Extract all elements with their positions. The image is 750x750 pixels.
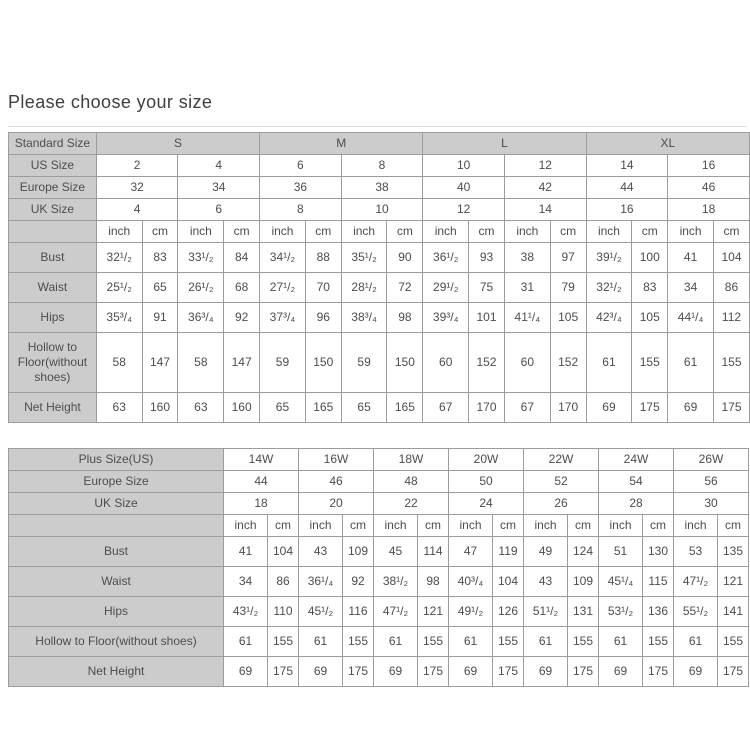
value-cell: 69 [599, 657, 643, 687]
size-row [9, 449, 749, 471]
unit-cell-cm: cm [718, 515, 749, 537]
row-label: UK Size [9, 199, 97, 221]
value-cell: 69 [224, 657, 268, 687]
unit-cell-cm: cm [632, 221, 668, 243]
value-cell: 104 [493, 567, 524, 597]
measure-row [9, 243, 750, 273]
value-cell: 69 [586, 393, 632, 423]
value-cell: 90 [387, 243, 423, 273]
value-cell: 61 [299, 627, 343, 657]
value-cell: 60 [423, 333, 469, 393]
size-cell: 22W [524, 449, 599, 471]
unit-cell-inch: inch [674, 515, 718, 537]
value-cell: 109 [343, 537, 374, 567]
row-label: Bust [9, 243, 97, 273]
value-cell: 53 [674, 537, 718, 567]
value-cell: 115 [643, 567, 674, 597]
value-cell: 51¹/₂ [524, 597, 568, 627]
value-cell: 61 [586, 333, 632, 393]
size-cell: 46 [668, 177, 750, 199]
row-label: Plus Size(US) [9, 449, 224, 471]
value-cell: 61 [374, 627, 418, 657]
size-row [9, 471, 749, 493]
value-cell: 86 [713, 273, 749, 303]
value-cell: 121 [418, 597, 449, 627]
size-cell: 12 [504, 155, 586, 177]
size-cell: 42 [504, 177, 586, 199]
row-label: US Size [9, 155, 97, 177]
value-cell: 42³/₄ [586, 303, 632, 333]
value-cell: 155 [493, 627, 524, 657]
value-cell: 155 [643, 627, 674, 657]
value-cell: 155 [343, 627, 374, 657]
value-cell: 92 [343, 567, 374, 597]
unit-row [9, 515, 749, 537]
unit-cell-inch: inch [374, 515, 418, 537]
measure-row [9, 537, 749, 567]
size-cell: L [423, 133, 586, 155]
measure-row [9, 333, 750, 393]
row-label: Bust [9, 537, 224, 567]
value-cell: 175 [493, 657, 524, 687]
value-cell: 70 [305, 273, 341, 303]
value-cell: 69 [524, 657, 568, 687]
value-cell: 72 [387, 273, 423, 303]
size-cell: 18 [668, 199, 750, 221]
value-cell: 98 [387, 303, 423, 333]
size-cell: 20 [299, 493, 374, 515]
size-cell: 18W [374, 449, 449, 471]
value-cell: 147 [142, 333, 178, 393]
value-cell: 34¹/₂ [260, 243, 306, 273]
unit-row-label [9, 515, 224, 537]
value-cell: 86 [268, 567, 299, 597]
value-cell: 155 [418, 627, 449, 657]
value-cell: 59 [341, 333, 387, 393]
value-cell: 61 [599, 627, 643, 657]
value-cell: 25¹/₂ [96, 273, 142, 303]
row-label: Europe Size [9, 471, 224, 493]
unit-cell-cm: cm [268, 515, 299, 537]
divider [8, 126, 746, 127]
value-cell: 63 [178, 393, 224, 423]
unit-cell-inch: inch [504, 221, 550, 243]
row-label: Hollow to Floor(without shoes) [9, 333, 97, 393]
value-cell: 31 [504, 273, 550, 303]
value-cell: 155 [568, 627, 599, 657]
value-cell: 93 [469, 243, 505, 273]
row-label: Hips [9, 303, 97, 333]
value-cell: 32¹/₂ [96, 243, 142, 273]
value-cell: 34 [224, 567, 268, 597]
size-cell: 34 [178, 177, 260, 199]
size-cell: M [260, 133, 423, 155]
size-cell: 12 [423, 199, 505, 221]
size-row [9, 155, 750, 177]
value-cell: 175 [268, 657, 299, 687]
row-label: Waist [9, 273, 97, 303]
value-cell: 33¹/₂ [178, 243, 224, 273]
value-cell: 61 [674, 627, 718, 657]
size-cell: XL [586, 133, 749, 155]
size-cell: 14W [224, 449, 299, 471]
unit-cell-inch: inch [586, 221, 632, 243]
value-cell: 160 [224, 393, 260, 423]
value-cell: 109 [568, 567, 599, 597]
size-cell: 54 [599, 471, 674, 493]
value-cell: 27¹/₂ [260, 273, 306, 303]
value-cell: 43 [524, 567, 568, 597]
size-cell: 14 [504, 199, 586, 221]
value-cell: 41 [668, 243, 714, 273]
size-cell: 44 [224, 471, 299, 493]
row-label: Net Height [9, 393, 97, 423]
value-cell: 38³/₄ [341, 303, 387, 333]
value-cell: 100 [632, 243, 668, 273]
value-cell: 147 [224, 333, 260, 393]
value-cell: 114 [418, 537, 449, 567]
value-cell: 63 [96, 393, 142, 423]
value-cell: 34 [668, 273, 714, 303]
value-cell: 43 [299, 537, 343, 567]
value-cell: 69 [668, 393, 714, 423]
size-cell: 48 [374, 471, 449, 493]
value-cell: 37³/₄ [260, 303, 306, 333]
value-cell: 51 [599, 537, 643, 567]
size-cell: 28 [599, 493, 674, 515]
unit-cell-inch: inch [668, 221, 714, 243]
value-cell: 49¹/₂ [449, 597, 493, 627]
size-cell: 2 [96, 155, 178, 177]
value-cell: 67 [423, 393, 469, 423]
value-cell: 69 [299, 657, 343, 687]
size-row [9, 177, 750, 199]
value-cell: 126 [493, 597, 524, 627]
value-cell: 104 [268, 537, 299, 567]
value-cell: 45¹/₂ [299, 597, 343, 627]
value-cell: 43¹/₂ [224, 597, 268, 627]
unit-cell-inch: inch [341, 221, 387, 243]
plus-size-table [8, 448, 749, 687]
value-cell: 105 [632, 303, 668, 333]
row-label: UK Size [9, 493, 224, 515]
value-cell: 96 [305, 303, 341, 333]
value-cell: 175 [568, 657, 599, 687]
value-cell: 165 [305, 393, 341, 423]
value-cell: 36¹/₂ [423, 243, 469, 273]
value-cell: 150 [305, 333, 341, 393]
unit-cell-inch: inch [96, 221, 142, 243]
measure-row [9, 303, 750, 333]
value-cell: 92 [224, 303, 260, 333]
value-cell: 29¹/₂ [423, 273, 469, 303]
size-cell: 18 [224, 493, 299, 515]
size-cell: 32 [96, 177, 178, 199]
measure-row [9, 657, 749, 687]
value-cell: 47¹/₂ [674, 567, 718, 597]
unit-cell-inch: inch [178, 221, 224, 243]
size-row [9, 199, 750, 221]
size-cell: 40 [423, 177, 505, 199]
unit-cell-cm: cm [713, 221, 749, 243]
value-cell: 65 [142, 273, 178, 303]
size-cell: 16 [586, 199, 668, 221]
value-cell: 104 [713, 243, 749, 273]
unit-cell-inch: inch [599, 515, 643, 537]
value-cell: 110 [268, 597, 299, 627]
size-cell: 26W [674, 449, 749, 471]
measure-row [9, 393, 750, 423]
value-cell: 36³/₄ [178, 303, 224, 333]
value-cell: 67 [504, 393, 550, 423]
size-cell: 46 [299, 471, 374, 493]
value-cell: 35¹/₂ [341, 243, 387, 273]
unit-row-label [9, 221, 97, 243]
measure-row [9, 273, 750, 303]
page-title: Please choose your size [8, 92, 213, 112]
value-cell: 53¹/₂ [599, 597, 643, 627]
value-cell: 38¹/₂ [374, 567, 418, 597]
value-cell: 84 [224, 243, 260, 273]
value-cell: 45¹/₄ [599, 567, 643, 597]
value-cell: 175 [343, 657, 374, 687]
value-cell: 119 [493, 537, 524, 567]
value-cell: 130 [643, 537, 674, 567]
unit-cell-cm: cm [418, 515, 449, 537]
value-cell: 135 [718, 537, 749, 567]
size-cell: 4 [178, 155, 260, 177]
value-cell: 105 [550, 303, 586, 333]
value-cell: 175 [713, 393, 749, 423]
value-cell: 69 [449, 657, 493, 687]
value-cell: 36¹/₄ [299, 567, 343, 597]
value-cell: 58 [96, 333, 142, 393]
size-cell: 52 [524, 471, 599, 493]
value-cell: 65 [260, 393, 306, 423]
value-cell: 69 [674, 657, 718, 687]
unit-cell-inch: inch [524, 515, 568, 537]
value-cell: 39³/₄ [423, 303, 469, 333]
size-cell: 36 [260, 177, 342, 199]
unit-cell-cm: cm [387, 221, 423, 243]
value-cell: 59 [260, 333, 306, 393]
value-cell: 40³/₄ [449, 567, 493, 597]
value-cell: 65 [341, 393, 387, 423]
value-cell: 83 [632, 273, 668, 303]
value-cell: 155 [713, 333, 749, 393]
value-cell: 61 [668, 333, 714, 393]
value-cell: 32¹/₂ [586, 273, 632, 303]
measure-row [9, 627, 749, 657]
size-cell: 56 [674, 471, 749, 493]
unit-cell-inch: inch [299, 515, 343, 537]
value-cell: 47¹/₂ [374, 597, 418, 627]
size-cell: 8 [260, 199, 342, 221]
unit-cell-inch: inch [260, 221, 306, 243]
value-cell: 28¹/₂ [341, 273, 387, 303]
value-cell: 45 [374, 537, 418, 567]
value-cell: 98 [418, 567, 449, 597]
row-label: Waist [9, 567, 224, 597]
size-cell: 8 [341, 155, 423, 177]
size-cell: 6 [178, 199, 260, 221]
size-cell: 22 [374, 493, 449, 515]
value-cell: 124 [568, 537, 599, 567]
value-cell: 61 [224, 627, 268, 657]
size-cell: 44 [586, 177, 668, 199]
value-cell: 39¹/₂ [586, 243, 632, 273]
unit-cell-inch: inch [423, 221, 469, 243]
value-cell: 136 [643, 597, 674, 627]
value-cell: 165 [387, 393, 423, 423]
value-cell: 116 [343, 597, 374, 627]
measure-row [9, 597, 749, 627]
value-cell: 69 [374, 657, 418, 687]
unit-cell-cm: cm [550, 221, 586, 243]
row-label: Europe Size [9, 177, 97, 199]
value-cell: 49 [524, 537, 568, 567]
value-cell: 38 [504, 243, 550, 273]
size-cell: 10 [423, 155, 505, 177]
value-cell: 155 [718, 627, 749, 657]
size-cell: 16W [299, 449, 374, 471]
unit-cell-cm: cm [469, 221, 505, 243]
size-cell: 24W [599, 449, 674, 471]
row-label: Standard Size [9, 133, 97, 155]
value-cell: 175 [418, 657, 449, 687]
row-label: Net Height [9, 657, 224, 687]
unit-cell-cm: cm [305, 221, 341, 243]
value-cell: 175 [718, 657, 749, 687]
value-cell: 75 [469, 273, 505, 303]
unit-row [9, 221, 750, 243]
unit-cell-cm: cm [343, 515, 374, 537]
size-cell: 20W [449, 449, 524, 471]
value-cell: 91 [142, 303, 178, 333]
value-cell: 150 [387, 333, 423, 393]
unit-cell-cm: cm [142, 221, 178, 243]
size-cell: 26 [524, 493, 599, 515]
value-cell: 68 [224, 273, 260, 303]
value-cell: 175 [632, 393, 668, 423]
size-cell: 14 [586, 155, 668, 177]
value-cell: 55¹/₂ [674, 597, 718, 627]
size-row [9, 493, 749, 515]
unit-cell-inch: inch [224, 515, 268, 537]
size-cell: 30 [674, 493, 749, 515]
standard-size-table [8, 132, 750, 423]
value-cell: 41¹/₄ [504, 303, 550, 333]
unit-cell-cm: cm [224, 221, 260, 243]
value-cell: 41 [224, 537, 268, 567]
value-cell: 155 [632, 333, 668, 393]
row-label: Hips [9, 597, 224, 627]
value-cell: 170 [550, 393, 586, 423]
value-cell: 60 [504, 333, 550, 393]
row-label: Hollow to Floor(without shoes) [9, 627, 224, 657]
value-cell: 58 [178, 333, 224, 393]
value-cell: 83 [142, 243, 178, 273]
size-cell: 6 [260, 155, 342, 177]
value-cell: 131 [568, 597, 599, 627]
size-cell: S [96, 133, 259, 155]
value-cell: 121 [718, 567, 749, 597]
size-cell: 24 [449, 493, 524, 515]
unit-cell-cm: cm [643, 515, 674, 537]
value-cell: 112 [713, 303, 749, 333]
value-cell: 170 [469, 393, 505, 423]
value-cell: 61 [449, 627, 493, 657]
value-cell: 101 [469, 303, 505, 333]
value-cell: 35³/₄ [96, 303, 142, 333]
value-cell: 97 [550, 243, 586, 273]
value-cell: 61 [524, 627, 568, 657]
value-cell: 26¹/₂ [178, 273, 224, 303]
value-cell: 152 [469, 333, 505, 393]
value-cell: 88 [305, 243, 341, 273]
value-cell: 175 [643, 657, 674, 687]
value-cell: 152 [550, 333, 586, 393]
size-cell: 38 [341, 177, 423, 199]
value-cell: 79 [550, 273, 586, 303]
size-cell: 10 [341, 199, 423, 221]
size-cell: 50 [449, 471, 524, 493]
value-cell: 141 [718, 597, 749, 627]
size-cell: 16 [668, 155, 750, 177]
value-cell: 44¹/₄ [668, 303, 714, 333]
size-row [9, 133, 750, 155]
value-cell: 47 [449, 537, 493, 567]
value-cell: 160 [142, 393, 178, 423]
unit-cell-cm: cm [493, 515, 524, 537]
size-cell: 4 [96, 199, 178, 221]
unit-cell-inch: inch [449, 515, 493, 537]
unit-cell-cm: cm [568, 515, 599, 537]
value-cell: 155 [268, 627, 299, 657]
measure-row [9, 567, 749, 597]
